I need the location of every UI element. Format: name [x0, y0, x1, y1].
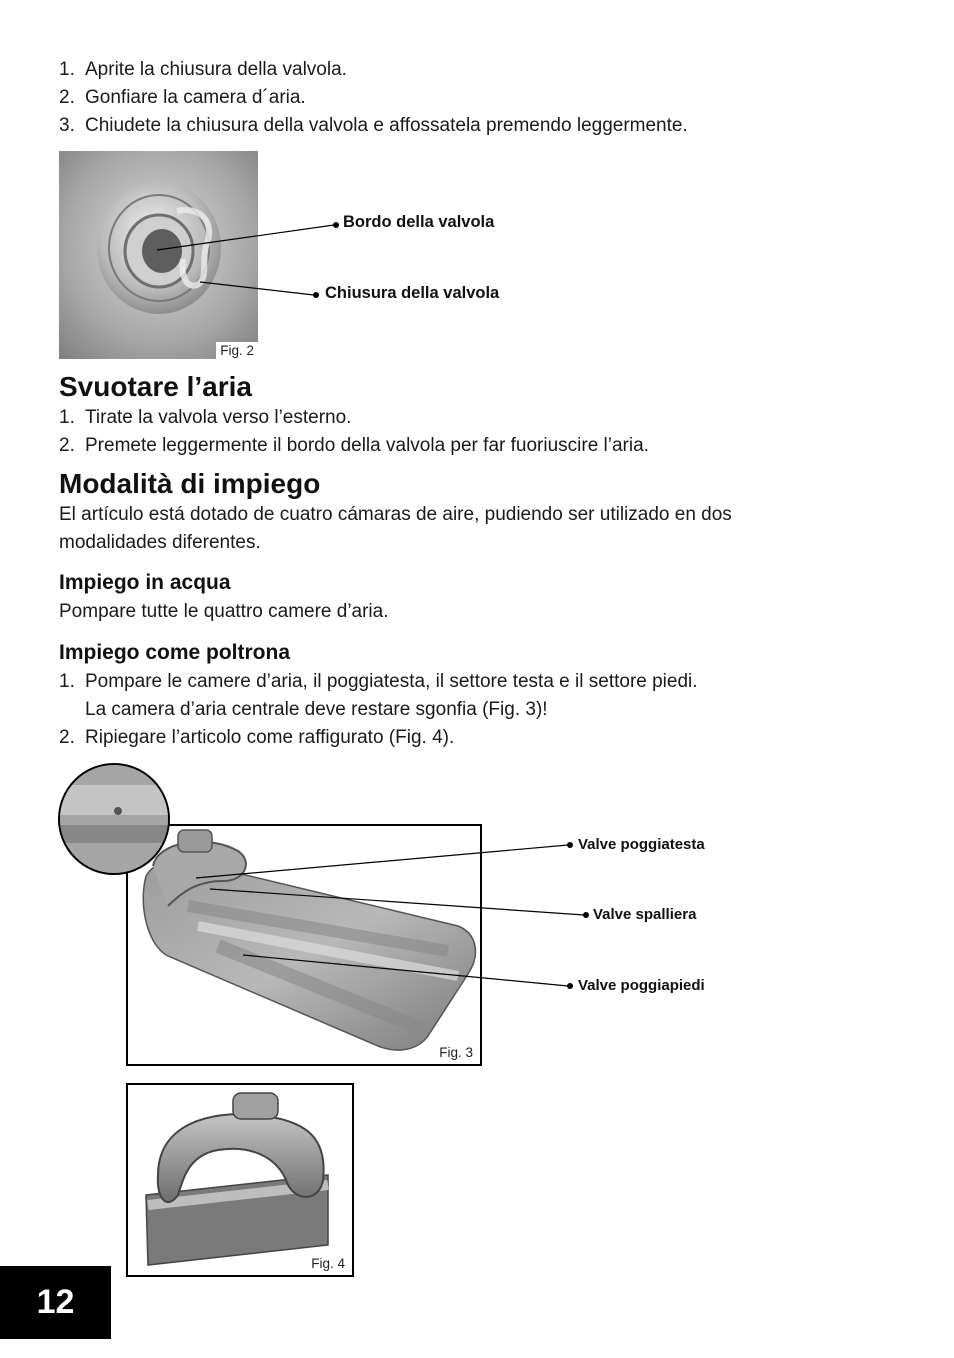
- fig4-label: Fig. 4: [307, 1255, 349, 1272]
- list-item: 2. Ripiegare l’articolo come raffigurato (Fig. 4).: [59, 727, 455, 748]
- list-item: 2. Gonfiare la camera d´aria.: [59, 87, 306, 108]
- water-use-heading: Impiego in acqua: [59, 571, 231, 594]
- list-item: 1. Aprite la chiusura della valvola.: [59, 59, 347, 80]
- page-number: 12: [0, 1266, 111, 1339]
- water-use-text: Pompare tutte le quattro camere d’aria.: [59, 601, 389, 622]
- callout-valve-cap: Chiusura della valvola: [325, 284, 500, 302]
- deflate-heading: Svuotare l’aria: [59, 371, 252, 402]
- usage-heading: Modalità di impiego: [59, 468, 321, 499]
- callout-backrest-valve: Valve spalliera: [593, 906, 697, 923]
- lounger-chair-illustration: [128, 1085, 352, 1275]
- usage-intro: El artículo está dotado de cuatro cámaras de aire, pudiendo ser utilizado en dos modalidades diferentes.: [59, 504, 732, 553]
- list-item: 3. Chiudete la chiusura della valvola e affossatela premendo leggermente.: [59, 115, 688, 136]
- list-item: 1. Pompare le camere d’aria, il poggiatesta, il settore testa e il settore piedi. La camera d’aria centrale deve restare sgonfia (Fig. 3)!: [59, 671, 698, 720]
- callout-footrest-valve: Valve poggiapiedi: [578, 977, 705, 994]
- fig4-armchair-photo: [126, 1083, 354, 1277]
- chair-use-heading: Impiego come poltrona: [59, 641, 291, 664]
- fig2-label: Fig. 2: [216, 342, 258, 359]
- list-item: 2. Premete leggermente il bordo della valvola per far fuoriuscire l’aria.: [59, 435, 649, 456]
- callout-valve-edge: Bordo della valvola: [343, 213, 495, 231]
- list-item: 1. Tirate la valvola verso l’esterno.: [59, 407, 352, 428]
- callout-headrest-valve: Valve poggiatesta: [578, 836, 705, 853]
- fig3-label: Fig. 3: [435, 1044, 477, 1061]
